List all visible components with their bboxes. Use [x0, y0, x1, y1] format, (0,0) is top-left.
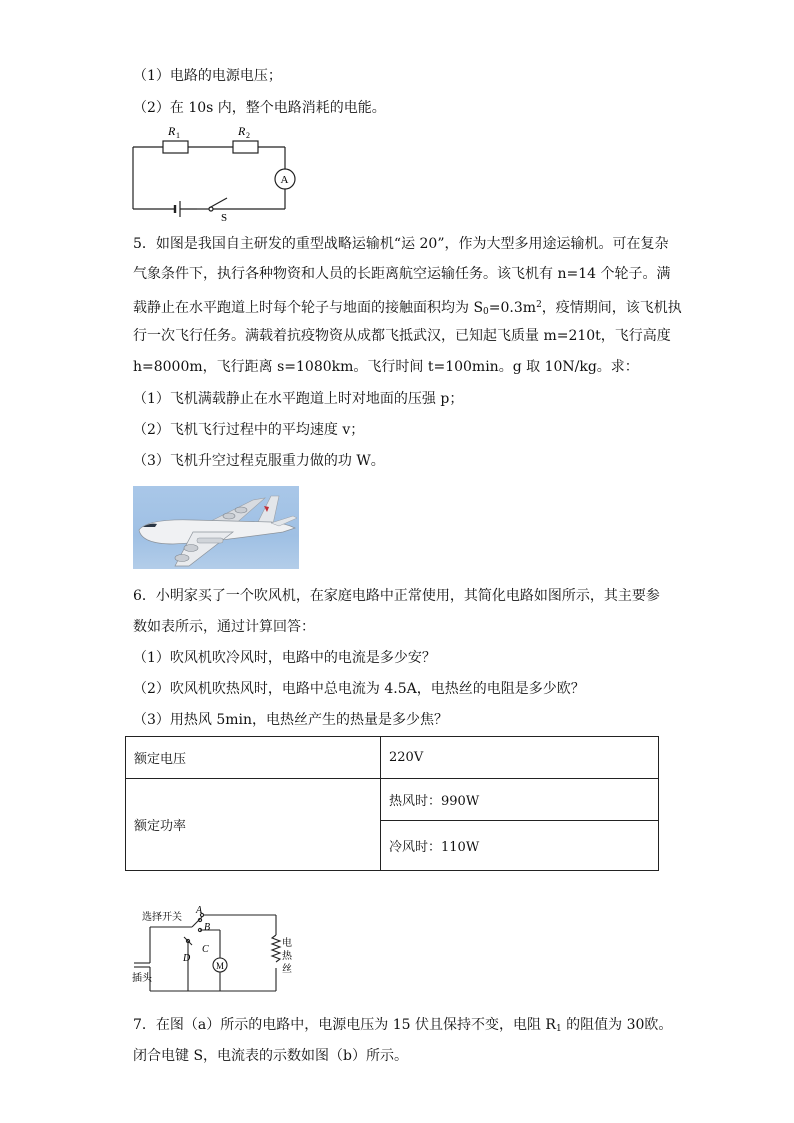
q5-line-3a: 载静止在水平跑道上时每个轮子与地面的接触面积均为 S: [133, 300, 484, 316]
r1-subscript: 1: [176, 131, 180, 140]
q5-line-2: 气象条件下，执行各种物资和人员的长距离航空运输任务。该飞机有 n=14 个轮子。满: [133, 266, 671, 282]
terminal-c-label: C: [202, 944, 209, 955]
heater-label-char-2: 热: [282, 951, 292, 962]
hot-wind-power: 热风时：990W: [381, 779, 659, 821]
q7-r1-subscript: 1: [555, 1024, 562, 1034]
selector-switch-label: 选择开关: [142, 912, 182, 923]
q6-item-3: （3）用热风 5min，电热丝产生的热量是多少焦？: [133, 712, 449, 728]
q6-line-2: 数如表所示，通过计算回答：: [133, 619, 315, 635]
ammeter-label: A: [280, 174, 289, 186]
r1-label: R: [168, 124, 176, 138]
heater-label-char-3: 丝: [282, 964, 292, 975]
q4-item-1: （1）电路的电源电压；: [133, 68, 282, 84]
q5-area-superscript: 2: [536, 300, 542, 310]
q6-item-1: （1）吹风机吹冷风时，电路中的电流是多少安？: [133, 650, 436, 666]
rated-voltage-label: 额定电压: [126, 737, 381, 779]
q6-item-2: （2）吹风机吹热风时，电路中总电流为 4.5A，电热丝的电阻是多少欧？: [133, 681, 585, 697]
q7-line-1b: 的阻值为 30欧。: [561, 1017, 673, 1033]
heater-label-char-1: 电: [282, 938, 292, 949]
terminal-b-label: B: [204, 922, 211, 933]
plug-label: 插头: [132, 973, 152, 984]
rated-voltage-value: 220V: [381, 737, 659, 779]
q5-item-2: （2）飞机飞行过程中的平均速度 v；: [133, 422, 365, 438]
q4-circuit-diagram: [125, 120, 305, 225]
q5-s0-subscript: 0: [483, 307, 489, 317]
q5-item-3: （3）飞机升空过程克服重力做的功 W。: [133, 453, 385, 469]
terminal-a-label: A: [196, 905, 203, 916]
terminal-d-label: D: [183, 953, 191, 964]
q4-item-2: （2）在 10s 内，整个电路消耗的电能。: [133, 100, 386, 116]
motor-label: M: [216, 961, 225, 971]
q7-line-1: [133, 1016, 672, 1038]
q5-item-1: （1）飞机满载静止在水平跑道上时对地面的压强 p；: [133, 391, 464, 407]
q5-line-3b: =0.3m: [488, 300, 537, 316]
q6-line-1: 6．小明家买了一个吹风机，在家庭电路中正常使用，其简化电路如图所示，其主要参: [133, 588, 660, 604]
hair-dryer-circuit-diagram: [130, 905, 305, 1000]
q5-line-5: h=8000m，飞行距离 s=1080km。飞行时间 t=100min。g 取 10N/kg。求：: [133, 359, 639, 375]
q7-line-1a: 7．在图（a）所示的电路中，电源电压为 15 伏且保持不变，电阻 R: [133, 1017, 556, 1033]
q5-line-4: 行一次飞行任务。满载着抗疫物资从成都飞抵武汉，已知起飞质量 m=210t，飞行高度: [133, 328, 671, 344]
q5-line-3: [133, 296, 682, 321]
q5-line-3c: ，疫情期间，该飞机执: [541, 300, 682, 316]
table-row: [126, 737, 659, 779]
rated-power-label: 额定功率: [126, 779, 381, 871]
r2-subscript: 2: [246, 131, 250, 140]
q7-line-2: 闭合电键 S，电流表的示数如图（b）所示。: [133, 1048, 409, 1064]
transport-aircraft-photo: [133, 486, 299, 569]
hair-dryer-parameter-table: [125, 736, 659, 871]
cold-wind-power: 冷风时：110W: [381, 821, 659, 871]
q5-line-1: 5．如图是我国自主研发的重型战略运输机“运 20”，作为大型多用途运输机。可在复杂: [133, 236, 669, 252]
switch-label: S: [221, 212, 228, 224]
table-row: [126, 779, 659, 821]
r2-label: R: [238, 124, 246, 138]
